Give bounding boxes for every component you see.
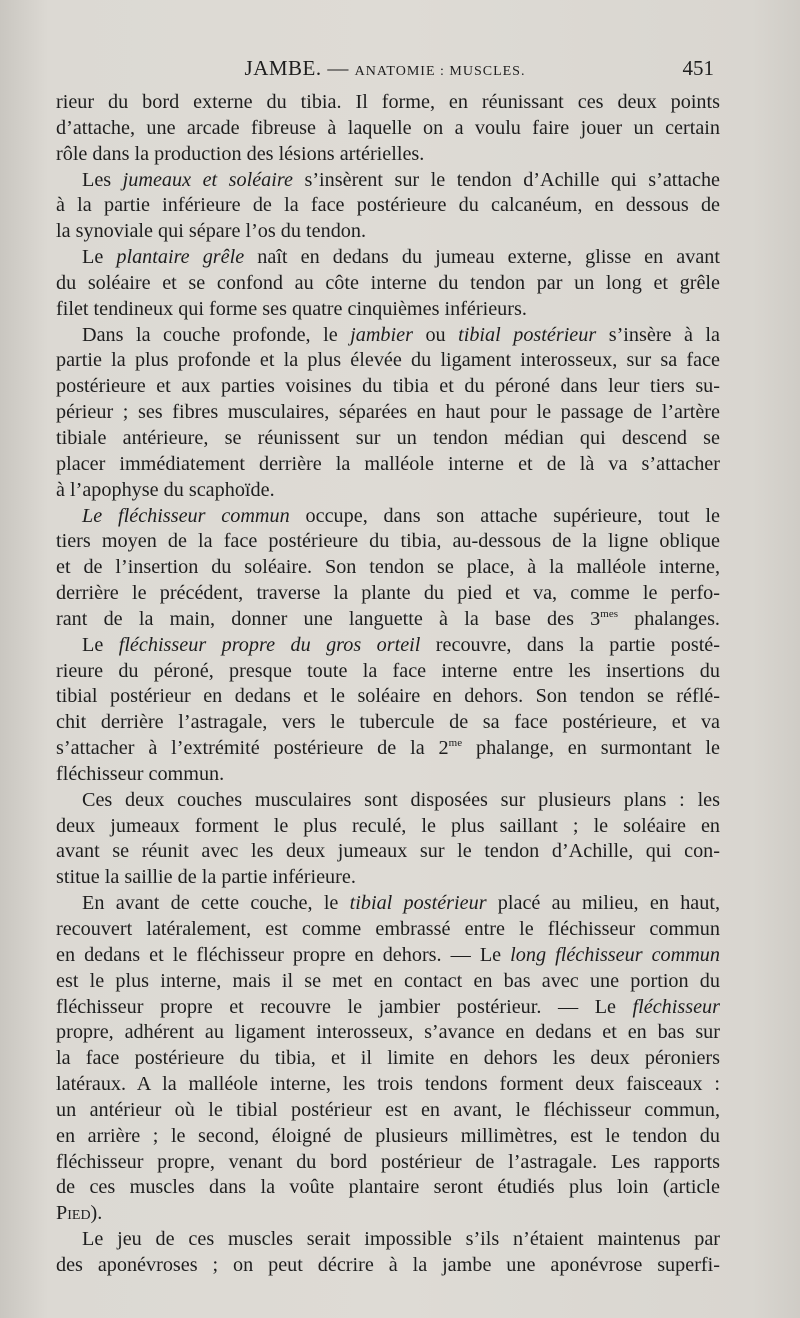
- italic-term: jambier: [350, 323, 413, 346]
- header-subtitle: ANATOMIE : MUSCLES.: [354, 64, 526, 79]
- text-line: à la partie inférieure de la face postérieure du calcanéum, en dessous de: [56, 194, 720, 217]
- italic-term: long fléchisseur commun: [510, 943, 720, 966]
- italic-term: plantaire grêle: [116, 246, 245, 269]
- header-section-title: JAMBE.: [244, 56, 322, 80]
- text-line: un antérieur où le tibial postérieur est en avant, le fléchisseur commun,: [56, 1098, 720, 1121]
- text-line: tibial postérieur en dedans et le soléaire en dehors. Son tendon se réflé-: [56, 685, 720, 708]
- text-line: à l’apophyse du scaphoïde.: [56, 478, 275, 501]
- text-line: de ces muscles dans la voûte plantaire seront étudiés plus loin (article: [56, 1176, 720, 1199]
- text-line: Dans la couche profonde, le jambier ou tibial postérieur s’insère à la: [82, 323, 720, 346]
- text-line: Le fléchisseur propre du gros orteil recouvre, dans la partie posté-: [82, 633, 720, 656]
- italic-term: fléchisseur propre du gros orteil: [118, 633, 421, 656]
- italic-term: fléchisseur: [632, 995, 720, 1018]
- text-line: la face postérieure du tibia, et il limite en dehors les deux péroniers: [56, 1047, 720, 1070]
- text-line: rieure du péroné, presque toute la face interne entre les insertions du: [56, 659, 720, 682]
- text-line: Le fléchisseur commun occupe, dans son attache supérieure, tout le: [82, 504, 720, 527]
- text-line: fléchisseur propre et recouvre le jambier postérieur. — Le fléchisseur: [56, 995, 720, 1018]
- running-header: [56, 56, 714, 86]
- text-line: tiers moyen de la face postérieure du tibia, au-dessous de la ligne oblique: [56, 530, 720, 553]
- text-line: placer immédiatement derrière la malléole interne et de là va s’attacher: [56, 452, 720, 475]
- text-line: rant de la main, donner une languette à la base des $3^{mes}$ phalanges.: [56, 607, 720, 630]
- italic-term: jumeaux et soléaire: [122, 168, 293, 191]
- text-line: Pied).: [56, 1202, 103, 1225]
- italic-term: tibial postérieur: [349, 892, 487, 915]
- text-line: Ces deux couches musculaires sont disposées sur plusieurs plans : les: [82, 788, 720, 811]
- superscript: me: [448, 737, 463, 750]
- text-line: du soléaire et se confond au côte interne du tendon par un long et grêle: [56, 271, 720, 294]
- text-line: tibiale antérieure, se réunissent sur un tendon médian qui descend se: [56, 426, 720, 449]
- text-line: Le plantaire grêle naît en dedans du jumeau externe, glisse en avant: [82, 246, 720, 269]
- header-title: [56, 56, 714, 81]
- text-line: avant se réunit avec les deux jumeaux sur le tendon d’Achille, qui con-: [56, 840, 720, 863]
- text-line: et de l’insertion du soléaire. Son tendon se place, à la malléole interne,: [56, 556, 720, 579]
- text-line: partie la plus profonde et la plus élevée du ligament interosseux, sur sa face: [56, 349, 720, 372]
- text-line: derrière le précédent, traverse la plante du pied et va, comme le perfo-: [56, 582, 720, 605]
- text-line: Le jeu de ces muscles serait impossible s’ils n’étaient maintenus par: [82, 1228, 720, 1251]
- text-line: des aponévroses ; on peut décrire à la jambe une aponévrose superfi-: [56, 1253, 720, 1276]
- italic-term: Le fléchisseur commun: [82, 504, 290, 527]
- text-line: latéraux. A la malléole interne, les trois tendons forment deux faisceaux :: [56, 1073, 720, 1096]
- text-line: recouvert latéralement, est comme embrassé entre le fléchisseur commun: [56, 918, 720, 940]
- text-line: en dedans et le fléchisseur propre en dehors. — Le long fléchisseur commun: [56, 943, 720, 966]
- text-line: Les jumeaux et soléaire s’insèrent sur le tendon d’Achille qui s’attache: [82, 168, 720, 191]
- text-line: rôle dans la production des lésions artérielles.: [56, 142, 425, 165]
- italic-term: tibial postérieur: [458, 323, 597, 346]
- text-line: en arrière ; le second, éloigné de plusieurs millimètres, est le tendon du: [56, 1124, 720, 1147]
- text-line: la synoviale qui sépare l’os du tendon.: [56, 220, 367, 243]
- text-line: En avant de cette couche, le tibial postérieur placé au milieu, en haut,: [82, 892, 720, 915]
- text-line: propre, adhérent au ligament interosseux, s’avance en dedans et en bas sur: [56, 1021, 720, 1044]
- text-line: fléchisseur commun.: [56, 762, 225, 785]
- header-dash: —: [327, 56, 349, 80]
- text-line: filet tendineux qui forme ses quatre cinquièmes inférieurs.: [56, 297, 527, 320]
- text-line: d’attache, une arcade fibreuse à laquelle on a voulu faire jouer un certain: [56, 116, 720, 139]
- text-line: chit derrière l’astragale, vers le tubercule de sa face postérieure, et va: [56, 711, 720, 734]
- text-line: fléchisseur propre, venant du bord postérieur de l’astragale. Les rapports: [56, 1150, 720, 1173]
- text-line: postérieure et aux parties voisines du tibia et du péroné dans leur tiers su-: [56, 375, 720, 398]
- text-line: s’attacher à l’extrémité postérieure de la $2^{me}$ phalange, en surmontant le: [56, 737, 720, 760]
- text-line: deux jumeaux forment le plus reculé, le plus saillant ; le soléaire en: [56, 814, 720, 837]
- text-line: rieur du bord externe du tibia. Il forme, en réunissant ces deux points: [56, 91, 720, 113]
- superscript: mes: [600, 607, 618, 620]
- body-text: [56, 90, 720, 1279]
- text-line: est le plus interne, mais il se met en contact en bas avec une portion du: [56, 969, 720, 992]
- page-number: 451: [682, 56, 714, 80]
- text-line: stitue la saillie de la partie inférieure.: [56, 866, 356, 889]
- text-line: périeur ; ses fibres musculaires, séparées en haut pour le passage de l’artère: [56, 401, 720, 424]
